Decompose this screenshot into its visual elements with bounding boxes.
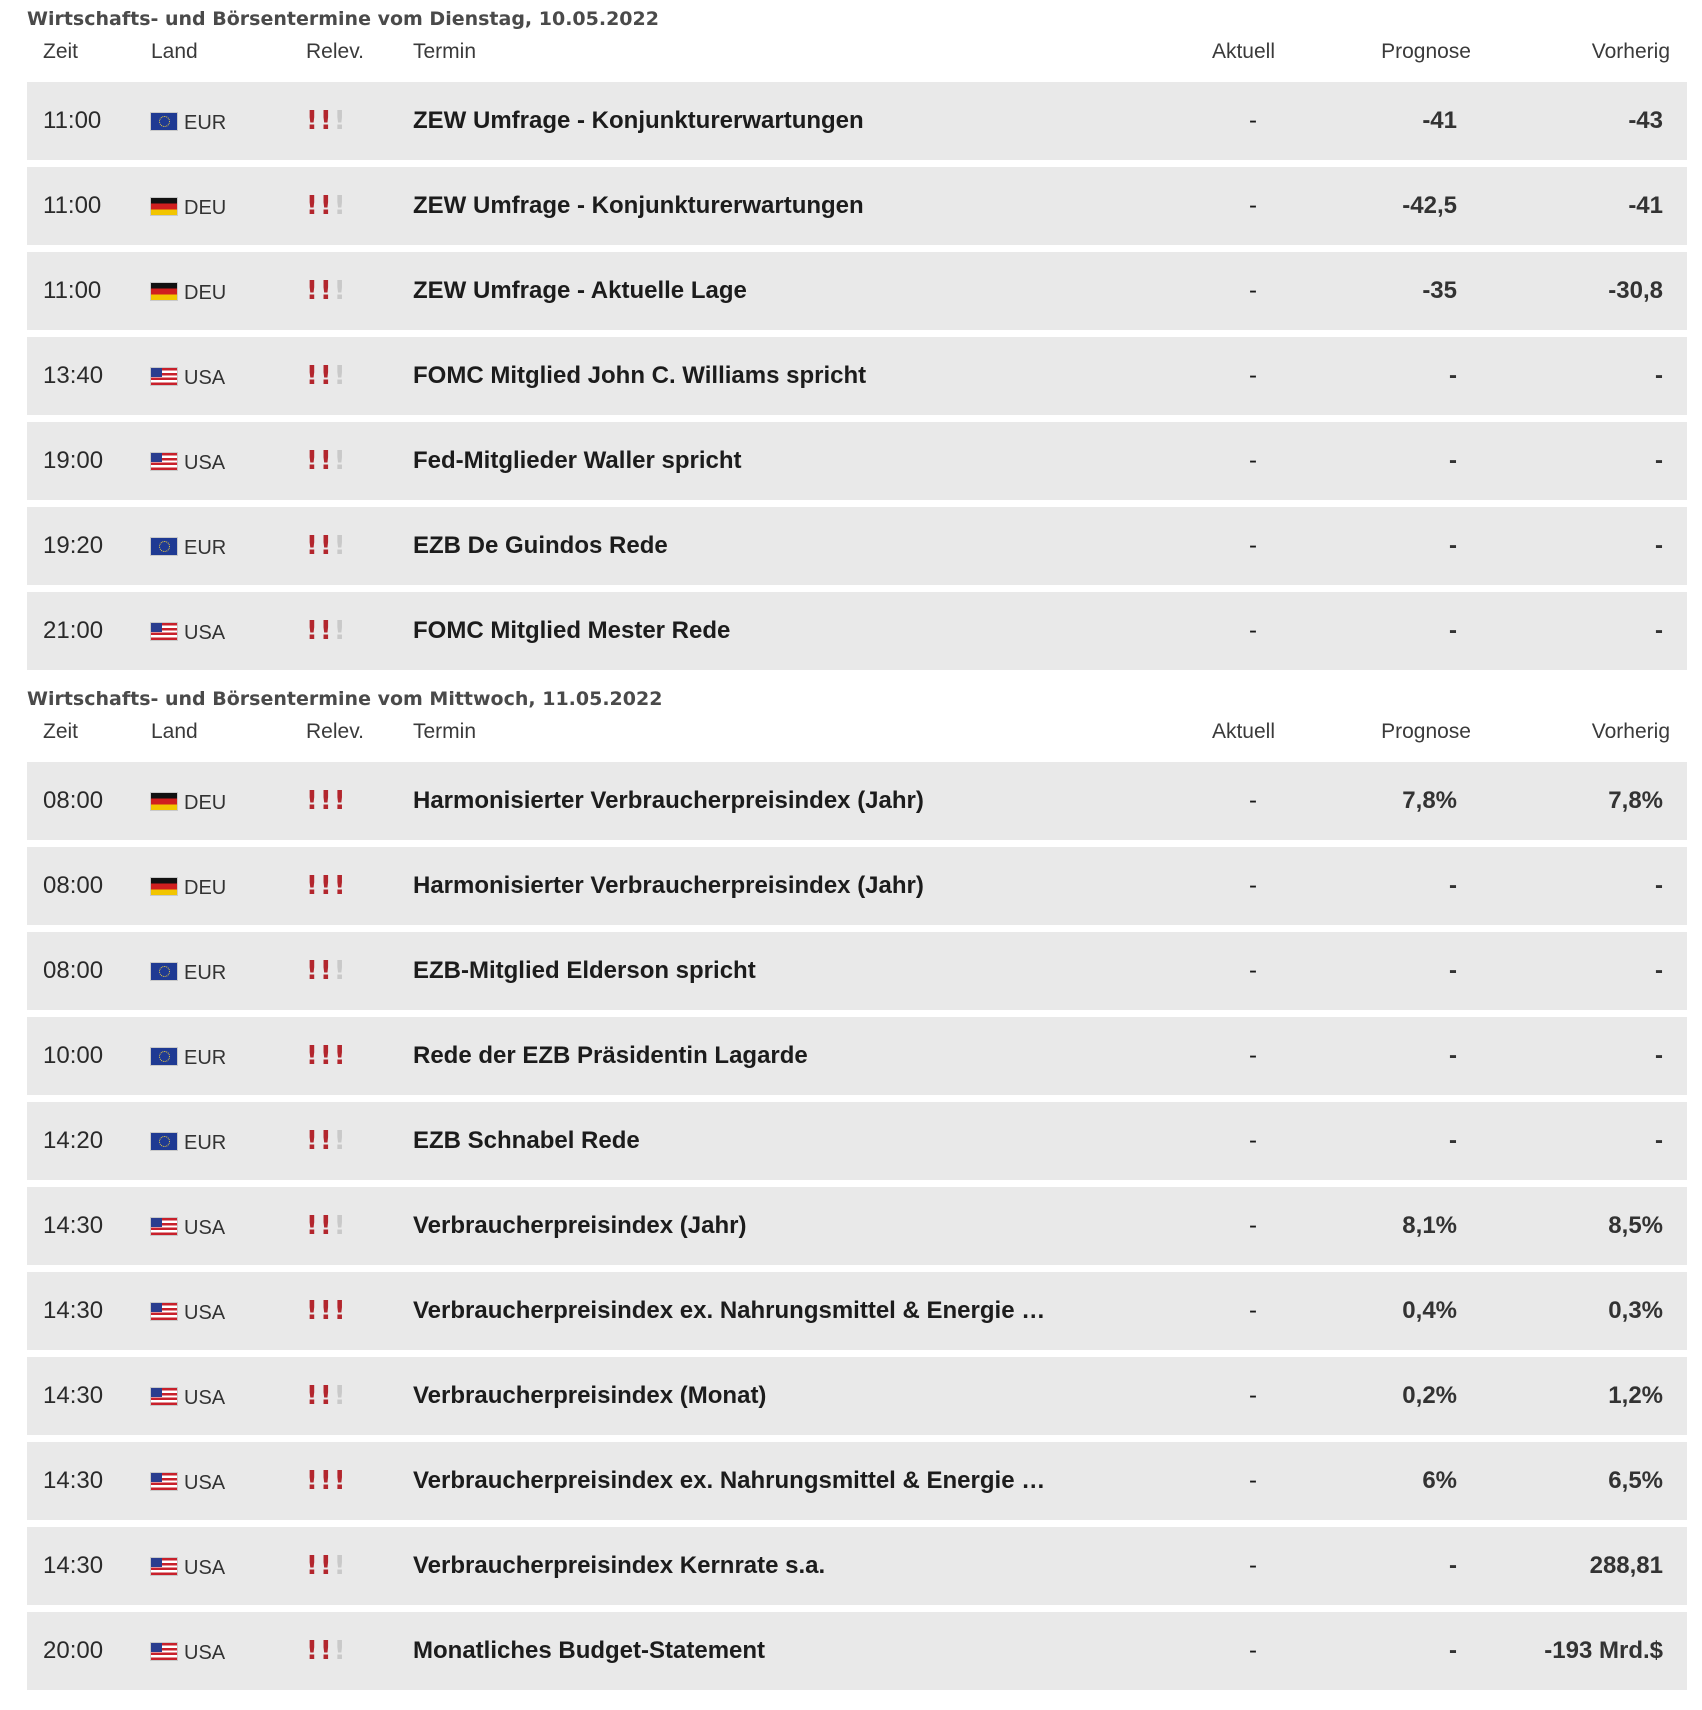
relevance-mark-icon: !	[306, 446, 318, 476]
relevance-mark-icon: !	[333, 1381, 346, 1411]
table-row[interactable]	[27, 1187, 1687, 1265]
country-code: DEU	[184, 792, 227, 814]
forecast-value: -	[1449, 1127, 1457, 1154]
country-cell	[151, 252, 226, 330]
country-cell	[151, 932, 226, 1010]
previous-value: 288,81	[1589, 1552, 1663, 1579]
relevance-mark-icon: !	[333, 191, 346, 221]
country-code: EUR	[184, 962, 227, 984]
col-actual-header: Aktuell	[1211, 40, 1275, 63]
previous-value: -	[1655, 1127, 1663, 1154]
country-cell	[151, 1187, 225, 1265]
table-row[interactable]	[27, 507, 1687, 585]
event-time: 11:00	[43, 192, 102, 219]
relevance-mark-icon: !	[333, 1041, 346, 1071]
event-time: 11:00	[43, 277, 102, 304]
actual-value: -	[1249, 1127, 1257, 1154]
actual-value: -	[1249, 362, 1257, 389]
relevance-indicator	[306, 1187, 346, 1265]
event-time: 14:30	[43, 1297, 104, 1324]
col-land-header: Land	[151, 40, 198, 63]
usa-flag-icon	[151, 1558, 177, 1575]
relevance-mark-icon: !	[319, 956, 332, 986]
relevance-indicator	[306, 1017, 346, 1095]
actual-value: -	[1249, 787, 1257, 814]
event-title-link[interactable]: Verbraucherpreisindex (Jahr)	[413, 1212, 747, 1239]
eur-flag-icon	[151, 1133, 177, 1150]
previous-value: 6,5%	[1608, 1467, 1663, 1494]
table-row[interactable]	[27, 337, 1687, 415]
relevance-mark-icon: !	[319, 871, 332, 901]
previous-value: -	[1655, 532, 1663, 559]
forecast-value: 8,1%	[1402, 1212, 1457, 1239]
event-title-link[interactable]: Harmonisierter Verbraucherpreisindex (Jahr)	[413, 787, 924, 814]
actual-value: -	[1249, 107, 1257, 134]
event-time: 14:20	[43, 1127, 104, 1154]
forecast-value: -	[1449, 362, 1457, 389]
country-code: USA	[184, 1217, 226, 1239]
event-time: 08:00	[43, 957, 104, 984]
usa-flag-icon	[151, 1388, 177, 1405]
previous-value: -	[1655, 957, 1663, 984]
table-row[interactable]	[27, 1357, 1687, 1435]
table-row[interactable]	[27, 422, 1687, 500]
relevance-mark-icon: !	[306, 1636, 318, 1666]
col-relevance-header: Relev.	[306, 720, 364, 743]
eur-flag-icon	[151, 1048, 177, 1065]
relevance-mark-icon: !	[319, 1041, 332, 1071]
relevance-indicator	[306, 167, 346, 245]
relevance-mark-icon: !	[319, 106, 332, 136]
table-row[interactable]	[27, 82, 1687, 160]
country-cell	[151, 507, 226, 585]
forecast-value: -	[1449, 1042, 1457, 1069]
country-cell	[151, 1272, 225, 1350]
usa-flag-icon	[151, 453, 177, 470]
col-time-header: Zeit	[43, 40, 79, 63]
table-body	[27, 762, 1687, 1690]
relevance-indicator	[306, 847, 346, 925]
event-title-link[interactable]: Harmonisierter Verbraucherpreisindex (Jahr)	[413, 872, 924, 899]
country-code: DEU	[184, 197, 227, 219]
relevance-mark-icon: !	[306, 616, 318, 646]
previous-value: -	[1655, 617, 1663, 644]
table-row[interactable]	[27, 592, 1687, 670]
event-time: 14:30	[43, 1212, 104, 1239]
usa-flag-icon	[151, 1218, 177, 1235]
country-code: EUR	[184, 1132, 227, 1154]
country-cell	[151, 762, 226, 840]
col-actual-header: Aktuell	[1211, 720, 1275, 743]
relevance-mark-icon: !	[333, 871, 346, 901]
country-cell	[151, 82, 226, 160]
relevance-mark-icon: !	[333, 786, 346, 816]
country-cell	[151, 1017, 226, 1095]
relevance-mark-icon: !	[306, 276, 318, 306]
relevance-mark-icon: !	[306, 1041, 318, 1071]
event-time: 13:40	[43, 362, 104, 389]
forecast-value: -	[1449, 1552, 1457, 1579]
country-code: USA	[184, 1387, 226, 1409]
relevance-mark-icon: !	[319, 786, 332, 816]
forecast-value: -	[1449, 872, 1457, 899]
relevance-mark-icon: !	[319, 191, 332, 221]
country-code: USA	[184, 1557, 226, 1579]
col-relevance-header: Relev.	[306, 40, 364, 63]
country-cell	[151, 1612, 225, 1690]
col-time-header: Zeit	[43, 720, 79, 743]
event-title-link[interactable]: ZEW Umfrage - Konjunkturerwartungen	[413, 107, 864, 134]
previous-value: 0,3%	[1608, 1297, 1663, 1324]
event-title-link[interactable]: Verbraucherpreisindex ex. Nahrungsmittel & Energie (…	[413, 1297, 1053, 1324]
actual-value: -	[1249, 1637, 1257, 1664]
previous-value: 8,5%	[1608, 1212, 1663, 1239]
country-cell	[151, 167, 226, 245]
table-row[interactable]	[27, 847, 1687, 925]
country-code: USA	[184, 1472, 226, 1494]
event-title-link[interactable]: EZB De Guindos Rede	[413, 532, 668, 559]
forecast-value: 0,2%	[1402, 1382, 1457, 1409]
relevance-mark-icon: !	[306, 956, 318, 986]
actual-value: -	[1249, 192, 1257, 219]
relevance-mark-icon: !	[333, 1296, 346, 1326]
event-time: 19:00	[43, 447, 104, 474]
section-title: Wirtschafts- und Börsentermine vom Dienstag, 10.05.2022	[27, 8, 659, 30]
event-time: 14:30	[43, 1552, 104, 1579]
event-time: 20:00	[43, 1637, 104, 1664]
event-title-link[interactable]: Verbraucherpreisindex (Monat)	[413, 1382, 767, 1409]
actual-value: -	[1249, 277, 1257, 304]
event-title-link[interactable]: EZB Schnabel Rede	[413, 1127, 640, 1154]
relevance-mark-icon: !	[333, 1466, 346, 1496]
relevance-mark-icon: !	[306, 1296, 318, 1326]
relevance-indicator	[306, 1102, 346, 1180]
forecast-value: -42,5	[1402, 192, 1457, 219]
forecast-value: -35	[1422, 277, 1457, 304]
relevance-indicator	[306, 1357, 346, 1435]
country-cell	[151, 847, 226, 925]
section-title: Wirtschafts- und Börsentermine vom Mittwoch, 11.05.2022	[27, 688, 663, 710]
country-code: USA	[184, 1302, 226, 1324]
deu-flag-icon	[151, 198, 177, 215]
event-title-link[interactable]: Verbraucherpreisindex Kernrate s.a.	[413, 1552, 826, 1579]
relevance-mark-icon: !	[333, 276, 346, 306]
forecast-value: -	[1449, 1637, 1457, 1664]
actual-value: -	[1249, 1042, 1257, 1069]
previous-value: 1,2%	[1608, 1382, 1663, 1409]
col-land-header: Land	[151, 720, 198, 743]
table-header	[27, 714, 1687, 762]
table-row[interactable]	[27, 1272, 1687, 1350]
deu-flag-icon	[151, 793, 177, 810]
relevance-mark-icon: !	[319, 616, 332, 646]
relevance-indicator	[306, 762, 346, 840]
country-cell	[151, 592, 225, 670]
event-time: 21:00	[43, 617, 104, 644]
col-event-header: Termin	[413, 720, 477, 743]
usa-flag-icon	[151, 1643, 177, 1660]
country-cell	[151, 337, 225, 415]
relevance-mark-icon: !	[319, 361, 332, 391]
table-header	[27, 34, 1687, 82]
previous-value: -	[1655, 1042, 1663, 1069]
country-code: USA	[184, 1642, 226, 1664]
relevance-mark-icon: !	[319, 531, 332, 561]
previous-value: -	[1655, 362, 1663, 389]
relevance-mark-icon: !	[306, 191, 318, 221]
table-row[interactable]	[27, 932, 1687, 1010]
table-row[interactable]	[27, 167, 1687, 245]
country-code: USA	[184, 367, 226, 389]
event-time: 08:00	[43, 872, 104, 899]
relevance-mark-icon: !	[319, 1551, 332, 1581]
relevance-mark-icon: !	[319, 1211, 332, 1241]
relevance-mark-icon: !	[333, 1636, 346, 1666]
forecast-value: -41	[1422, 107, 1457, 134]
deu-flag-icon	[151, 878, 177, 895]
event-title-link[interactable]: Monatliches Budget-Statement	[413, 1637, 766, 1664]
actual-value: -	[1249, 1552, 1257, 1579]
previous-value: -193 Mrd.$	[1544, 1637, 1663, 1664]
event-title-link[interactable]: Fed-Mitglieder Waller spricht	[413, 447, 742, 474]
col-previous-header: Vorherig	[1591, 40, 1670, 63]
table-row[interactable]	[27, 1612, 1687, 1690]
event-time: 14:30	[43, 1382, 104, 1409]
actual-value: -	[1249, 1212, 1257, 1239]
relevance-mark-icon: !	[333, 616, 346, 646]
event-title-link[interactable]: EZB-Mitglied Elderson spricht	[413, 957, 756, 984]
relevance-mark-icon: !	[319, 446, 332, 476]
relevance-indicator	[306, 592, 346, 670]
table-body	[27, 82, 1687, 670]
relevance-indicator	[306, 422, 346, 500]
relevance-mark-icon: !	[319, 1636, 332, 1666]
forecast-value: -	[1449, 957, 1457, 984]
relevance-mark-icon: !	[333, 1551, 346, 1581]
forecast-value: 6%	[1422, 1467, 1457, 1494]
relevance-mark-icon: !	[319, 1381, 332, 1411]
table-row[interactable]	[27, 1017, 1687, 1095]
previous-value: -41	[1628, 192, 1663, 219]
relevance-indicator	[306, 507, 346, 585]
event-time: 08:00	[43, 787, 104, 814]
col-forecast-header: Prognose	[1381, 40, 1471, 63]
relevance-mark-icon: !	[333, 446, 346, 476]
table-row[interactable]	[27, 762, 1687, 840]
relevance-mark-icon: !	[306, 361, 318, 391]
relevance-mark-icon: !	[333, 956, 346, 986]
country-code: DEU	[184, 877, 227, 899]
relevance-indicator	[306, 1527, 346, 1605]
relevance-indicator	[306, 337, 346, 415]
event-time: 14:30	[43, 1467, 104, 1494]
eur-flag-icon	[151, 963, 177, 980]
deu-flag-icon	[151, 283, 177, 300]
actual-value: -	[1249, 1297, 1257, 1324]
relevance-mark-icon: !	[306, 871, 318, 901]
relevance-mark-icon: !	[319, 1466, 332, 1496]
event-time: 11:00	[43, 107, 102, 134]
previous-value: -43	[1628, 107, 1663, 134]
relevance-mark-icon: !	[319, 276, 332, 306]
table-row[interactable]	[27, 1442, 1687, 1520]
relevance-mark-icon: !	[306, 1551, 318, 1581]
relevance-mark-icon: !	[333, 361, 346, 391]
actual-value: -	[1249, 957, 1257, 984]
relevance-mark-icon: !	[306, 106, 318, 136]
forecast-value: 7,8%	[1402, 787, 1457, 814]
country-cell	[151, 422, 225, 500]
event-title-link[interactable]: FOMC Mitglied Mester Rede	[413, 617, 731, 644]
country-code: USA	[184, 622, 226, 644]
table-row[interactable]	[27, 1527, 1687, 1605]
event-title-link[interactable]: Rede der EZB Präsidentin Lagarde	[413, 1042, 808, 1069]
actual-value: -	[1249, 447, 1257, 474]
relevance-mark-icon: !	[319, 1296, 332, 1326]
relevance-mark-icon: !	[306, 786, 318, 816]
relevance-mark-icon: !	[333, 106, 346, 136]
usa-flag-icon	[151, 623, 177, 640]
actual-value: -	[1249, 1467, 1257, 1494]
country-code: DEU	[184, 282, 227, 304]
relevance-mark-icon: !	[333, 1211, 346, 1241]
actual-value: -	[1249, 617, 1257, 644]
eur-flag-icon	[151, 538, 177, 555]
country-cell	[151, 1102, 226, 1180]
forecast-value: -	[1449, 447, 1457, 474]
calendar-section-tuesday	[27, 4, 1687, 670]
previous-value: -30,8	[1608, 277, 1663, 304]
calendar-section-wednesday	[27, 684, 1687, 1690]
table-row[interactable]	[27, 252, 1687, 330]
event-title-link[interactable]: ZEW Umfrage - Konjunkturerwartungen	[413, 192, 864, 219]
relevance-mark-icon: !	[306, 531, 318, 561]
relevance-mark-icon: !	[319, 1126, 332, 1156]
country-cell	[151, 1527, 225, 1605]
country-code: EUR	[184, 1047, 227, 1069]
relevance-indicator	[306, 82, 346, 160]
event-title-link[interactable]: Verbraucherpreisindex ex. Nahrungsmittel & Energie (…	[413, 1467, 1053, 1494]
actual-value: -	[1249, 872, 1257, 899]
usa-flag-icon	[151, 1303, 177, 1320]
relevance-indicator	[306, 1442, 346, 1520]
event-time: 19:20	[43, 532, 104, 559]
event-title-link[interactable]: ZEW Umfrage - Aktuelle Lage	[413, 277, 747, 304]
relevance-mark-icon: !	[306, 1381, 318, 1411]
usa-flag-icon	[151, 1473, 177, 1490]
event-title-link[interactable]: FOMC Mitglied John C. Williams spricht	[413, 362, 867, 389]
col-previous-header: Vorherig	[1591, 720, 1670, 743]
relevance-mark-icon: !	[333, 531, 346, 561]
previous-value: -	[1655, 872, 1663, 899]
forecast-value: -	[1449, 617, 1457, 644]
relevance-mark-icon: !	[333, 1126, 346, 1156]
relevance-mark-icon: !	[306, 1466, 318, 1496]
usa-flag-icon	[151, 368, 177, 385]
country-code: EUR	[184, 112, 227, 134]
country-cell	[151, 1357, 225, 1435]
relevance-indicator	[306, 1272, 346, 1350]
relevance-indicator	[306, 252, 346, 330]
country-cell	[151, 1442, 225, 1520]
forecast-value: 0,4%	[1402, 1297, 1457, 1324]
relevance-indicator	[306, 1612, 346, 1690]
relevance-mark-icon: !	[306, 1126, 318, 1156]
eur-flag-icon	[151, 113, 177, 130]
country-code: USA	[184, 452, 226, 474]
table-row[interactable]	[27, 1102, 1687, 1180]
previous-value: -	[1655, 447, 1663, 474]
col-forecast-header: Prognose	[1381, 720, 1471, 743]
country-code: EUR	[184, 537, 227, 559]
col-event-header: Termin	[413, 40, 477, 63]
event-time: 10:00	[43, 1042, 104, 1069]
actual-value: -	[1249, 1382, 1257, 1409]
previous-value: 7,8%	[1608, 787, 1663, 814]
forecast-value: -	[1449, 532, 1457, 559]
actual-value: -	[1249, 532, 1257, 559]
relevance-mark-icon: !	[306, 1211, 318, 1241]
relevance-indicator	[306, 932, 346, 1010]
